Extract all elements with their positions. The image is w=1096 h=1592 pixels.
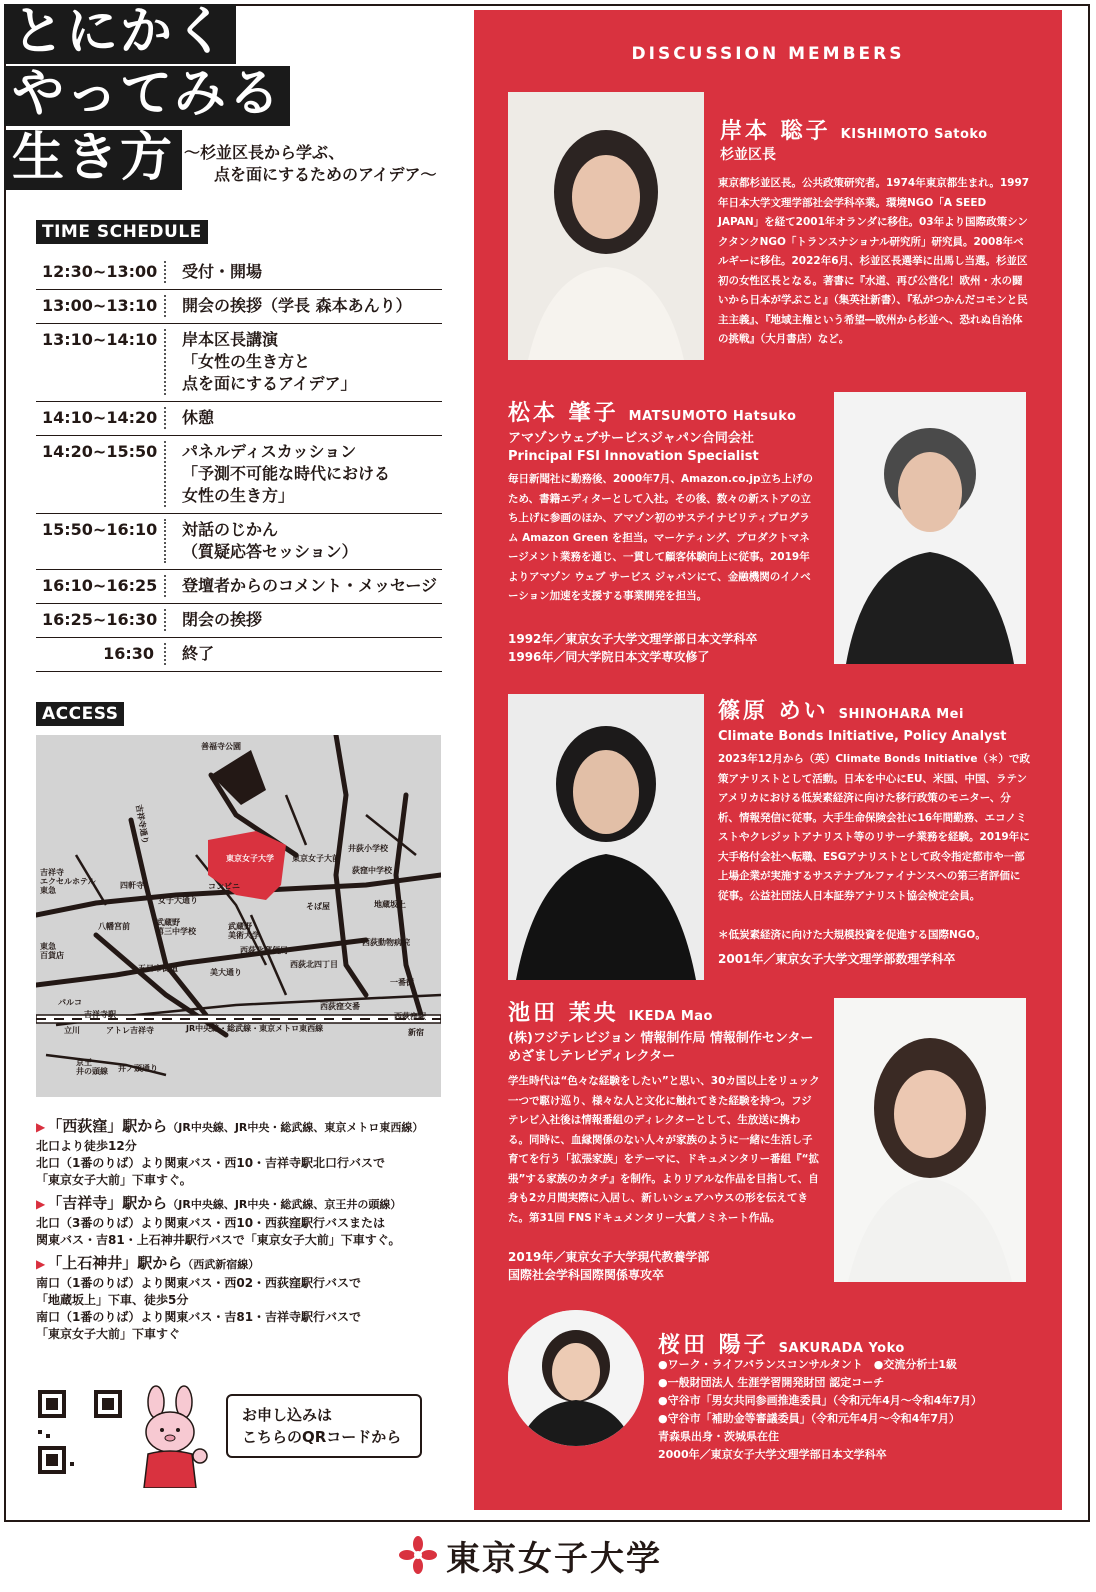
access-directions <box>36 1112 456 1343</box>
map-label-tokyu: 東急百貨店 <box>40 942 64 960</box>
route-station: 「吉祥寺」駅から <box>47 1194 168 1212</box>
schedule-row <box>36 570 442 604</box>
schedule-item: 登壇者からのコメント・メッセージ <box>182 576 438 595</box>
map-label-bibai: 美大通り <box>210 968 242 977</box>
map-label-combini: コンビニ <box>208 882 240 891</box>
schedule-row <box>36 256 442 290</box>
photo-shinohara <box>508 694 704 980</box>
route-station: 「西荻窪」駅から <box>47 1117 168 1135</box>
schedule-item: 終了 <box>182 644 215 663</box>
name-matsumoto <box>508 396 796 427</box>
university-emblem-icon <box>398 1535 438 1575</box>
edu-ikeda: 2019年／東京女子大学現代教養学部 国際社会学科国際関係専攻卒 <box>508 1250 710 1282</box>
schedule-divider <box>164 261 166 283</box>
schedule-row <box>36 290 442 324</box>
title-line-1: とにかく <box>4 4 236 64</box>
mascot-illustration <box>134 1384 222 1488</box>
map-label-nishiogi-sta: 西荻窪駅 <box>394 1012 426 1021</box>
map-label-kichijoji-sta: 吉祥寺駅 <box>84 1010 116 1019</box>
bio-shinohara: 2023年12月から（英）Climate Bonds Initiative（＊）で政策アナリストとして活動。日本を中心にEU、米国、中国、ラテンアメリカにおける低炭素経済に向けた移行政策のモニター、分析、情報発信に従事。大手生命保険会社に16年間勤務、エコノミストやクレジットアナリスト等のリサーチ業務を経験。2019年に大手格付会社へ転職、ESGアナリストとして政令指定都市や一部上場企業が実施するサステナブルファイナンスへの第三者評価に従事。公益社団法人日本証券アナリスト協会検定会員。 <box>718 753 1030 902</box>
subtitle-line-2: 点を面にするためのアイデア〜 <box>214 165 437 184</box>
route-detail: 南口（1番のりば）より関東バス・吉81・吉祥寺駅行バスで <box>36 1310 362 1324</box>
map-label-joshidai-dori: 女子大通り <box>158 896 198 905</box>
photo-sakurada <box>508 1310 644 1446</box>
map-label-nishiogi-police: 西荻窪交番 <box>320 1002 360 1011</box>
subtitle-line-1: 〜杉並区長から学ぶ、 <box>184 143 345 162</box>
panel-title: DISCUSSION MEMBERS <box>631 44 905 64</box>
time-schedule-label: TIME SCHEDULE <box>36 220 208 244</box>
schedule-time: 14:10~14:20 <box>42 408 158 427</box>
route-detail: 「東京女子大前」下車すぐ。 <box>36 1173 192 1187</box>
bio-matsumoto: 毎日新聞社に勤務後、2000年7月、Amazon.co.jp立ち上げのため、書籍エディターとして入社。その後、数々の新ストアの立ち上げに参画のほか、アマゾン初のサステイナビリティプログラム Amazon Green を担当。マーケティング、プロダクトマネージメント業務を通じ、一貫して顧客体験向上に従事。2019年よりアマゾン ウェブ サービス ジャパンにて、金融機関のイノベーション加速を支援する事業開発を担当。 <box>508 473 814 602</box>
name-en-shinohara: SHINOHARA Mei <box>838 707 964 722</box>
map-label-excel-hotel: 吉祥寺エクセルホテル東急 <box>40 868 96 895</box>
photo-matsumoto <box>834 392 1026 664</box>
profile-item: ●守谷市「男女共同参画推進委員」（令和元年4月〜令和4年7月） <box>658 1394 983 1407</box>
apply-text-2: こちらのQRコードから <box>242 1428 402 1446</box>
map-label-nishiogi-zoo: 西荻動物病院 <box>362 938 410 947</box>
map-label-jizozaka: 地蔵坂上 <box>374 900 406 909</box>
map-label-musashino-art: 武蔵野美術大学 <box>228 922 260 940</box>
schedule-item: 休憩 <box>182 408 215 427</box>
discussion-members-panel <box>474 10 1062 1510</box>
profile-item: 青森県出身・茨城県在住 <box>658 1430 779 1443</box>
route-heading <box>36 1116 456 1138</box>
schedule-item: 受付・開場 <box>182 262 263 281</box>
route-detail: 「東京女子大前」下車すぐ <box>36 1327 181 1341</box>
schedule-row <box>36 402 442 436</box>
schedule-row <box>36 638 442 672</box>
map-label-izu-school: 井荻小学校 <box>348 844 388 853</box>
name-jp-kishimoto: 岸本 聡子 <box>720 119 831 144</box>
map-label-nishiogi-kita-post: 西荻北郵便局 <box>240 946 288 955</box>
route-heading <box>36 1253 456 1275</box>
map-label-inokashira: 井ノ頭通り <box>118 1064 158 1073</box>
map-label-kichijoji-dori: 吉祥寺通り <box>134 803 150 845</box>
route-detail: 北口（3番のりば）より関東バス・西10・西荻窪駅行バスまたは <box>36 1216 386 1230</box>
qr-code[interactable] <box>38 1390 122 1474</box>
route-heading <box>36 1193 456 1215</box>
schedule-time: 16:25~16:30 <box>42 610 158 629</box>
map-label-ichiban: 一番街 <box>390 978 414 987</box>
schedule-divider <box>164 407 166 429</box>
name-en-kishimoto: KISHIMOTO Satoko <box>840 127 988 142</box>
profile-item: ●一般財団法人 生涯学習開発財団 認定コーチ <box>658 1376 885 1389</box>
name-en-sakurada: SAKURADA Yoko <box>778 1341 905 1356</box>
subtitle <box>184 142 437 186</box>
schedule-item: 岸本区長講演 「女性の生き方と 点を面にするアイデア」 <box>182 330 357 393</box>
profile-item: ●ワーク・ライフバランスコンサルタント ●交流分析士1級 <box>658 1358 957 1371</box>
map-label-parco: パルコ <box>58 998 82 1007</box>
schedule-time: 12:30~13:00 <box>42 262 158 281</box>
map-label-sobaya: そば屋 <box>306 902 330 911</box>
route-station: 「上石神井」駅から <box>47 1254 183 1272</box>
title-line-3: 生き方 <box>4 130 182 190</box>
schedule-divider <box>164 295 166 317</box>
map-label-univ-front: 東京女子大前 <box>292 854 340 863</box>
schedule-row <box>36 514 442 570</box>
name-en-matsumoto: MATSUMOTO Hatsuko <box>628 409 797 424</box>
schedule-time: 15:50~16:10 <box>42 520 158 539</box>
name-shinohara <box>718 694 964 725</box>
photo-kishimoto <box>508 92 704 360</box>
map-label-tachikawa: 立川 <box>64 1026 80 1035</box>
map-label-musashino3: 武蔵野第三中学校 <box>156 918 196 936</box>
route-lines: （JR中央線、JR中央・総武線、東京メトロ東西線） <box>167 1121 424 1134</box>
name-jp-matsumoto: 松本 肇子 <box>508 401 619 426</box>
schedule-item: 開会の挨拶（学長 森本あんり） <box>182 296 412 315</box>
schedule-time: 16:10~16:25 <box>42 576 158 595</box>
photo-ikeda <box>834 998 1026 1282</box>
triangle-icon: ▶ <box>36 1257 46 1271</box>
map-graphic <box>36 735 441 1097</box>
triangle-icon: ▶ <box>36 1197 46 1211</box>
map-label-inokashira-line: 京王井の頭線 <box>76 1058 108 1076</box>
name-ikeda <box>508 996 713 1027</box>
title-line-2: やってみる <box>4 66 290 126</box>
access-label: ACCESS <box>36 702 124 726</box>
schedule-row <box>36 324 442 402</box>
schedule-item: 閉会の挨拶 <box>182 610 263 629</box>
profile-item: 2000年／東京女子大学文理学部日本文学科卒 <box>658 1448 887 1461</box>
access-map <box>36 735 441 1097</box>
name-sakurada <box>658 1328 905 1359</box>
schedule-divider <box>164 329 166 395</box>
list-sakurada <box>658 1356 1048 1464</box>
role-shinohara: Climate Bonds Initiative, Policy Analyst <box>718 729 1007 744</box>
edu-matsumoto: 1992年／東京女子大学文理学部日本文学科卒 1996年／同大学院日本文学専攻修了 <box>508 632 758 664</box>
name-jp-ikeda: 池田 茉央 <box>508 1001 619 1026</box>
name-jp-shinohara: 篠原 めい <box>718 699 829 724</box>
edu-shinohara: 2001年／東京女子大学文理学部数理学科卒 <box>718 952 956 966</box>
map-label-shinjuku: 新宿 <box>408 1028 424 1037</box>
schedule-divider <box>164 441 166 507</box>
route-lines: （JR中央線、JR中央・総武線、京王井の頭線） <box>167 1198 402 1211</box>
schedule-row <box>36 604 442 638</box>
schedule-item: パネルディスカッション 「予測不可能な時代における 女性の生き方」 <box>182 442 391 505</box>
map-label-yawata: 八幡宮前 <box>98 922 130 931</box>
university-logo <box>398 1530 662 1580</box>
schedule-time: 14:20~15:50 <box>42 442 158 461</box>
schedule-divider <box>164 643 166 665</box>
schedule-table <box>36 256 442 672</box>
route-detail: 北口（1番のりば）より関東バス・西10・吉祥寺駅北口行バスで <box>36 1156 386 1170</box>
map-label-university: 東京女子大学 <box>226 854 274 863</box>
university-name: 東京女子大学 <box>446 1538 662 1579</box>
schedule-time: 13:10~14:10 <box>42 330 158 349</box>
route-lines: （西武新宿線） <box>182 1258 260 1271</box>
route-detail: 北口より徒歩12分 <box>36 1139 137 1153</box>
schedule-row <box>36 436 442 514</box>
schedule-divider <box>164 519 166 563</box>
map-label-atre: アトレ吉祥寺 <box>106 1026 154 1035</box>
map-label-ogikubo-jhs: 荻窪中学校 <box>352 866 392 875</box>
qr-code-graphic <box>38 1390 122 1474</box>
bio-ikeda: 学生時代は“色々な経験をしたい”と思い、30カ国以上をリュック一つで駆け巡り、様々な人と文化に触れてきた経験を持つ。フジテレビ入社後は情報番組のディレクターとして、生放送に携わる。同時に、血縁関係のない人々が家族のように一緒に生活し子育てを行う「拡張家族」をテーマに、ドキュメンタリー番組『“拡張”する家族のカタチ』を制作。よりリアルな作品を目指して、自身も2カ月間実際に入居し、新しいシェアハウスの形を伝えてきた。第31回 FNSドキュメンタリー大賞ノミネート作品。 <box>508 1075 820 1224</box>
note-shinohara: ＊低炭素経済に向けた大規模投資を促進する国際NGO。 <box>718 929 986 941</box>
name-en-ikeda: IKEDA Mao <box>628 1009 713 1024</box>
name-jp-sakurada: 桜田 陽子 <box>658 1333 769 1358</box>
role-ikeda: (株)フジテレビジョン 情報制作局 情報制作センター めざましテレビディレクター <box>508 1031 814 1064</box>
schedule-divider <box>164 609 166 631</box>
profile-item: ●守谷市「補助金等審議委員」（令和元年4月〜令和4年7月） <box>658 1412 961 1425</box>
schedule-item: 対話のじかん （質疑応答セッション） <box>182 520 358 561</box>
bio-kishimoto: 東京都杉並区長。公共政策研究者。1974年東京都生まれ。1997年日本大学文理学部社会学科卒業。環境NGO「A SEED JAPAN」を経て2001年オランダに移住。03年より国際政策シンクタンクNGO「トランスナショナル研究所」研究員。2008年ベルギーに移住。2022年6月、杉並区長選挙に出馬し当選。杉並区初の女性区長となる。著書に『水道、再び公営化！欧州・水の闘いから日本が学ぶこと』（集英社新書）、『私がつかんだコモンと民主主義』、『地域主権という希望―欧州から杉並へ、恐れぬ自治体の挑戦』（大月書店）など。 <box>718 177 1030 345</box>
triangle-icon: ▶ <box>36 1120 46 1134</box>
route-detail: 「地蔵坂上」下車、徒歩5分 <box>36 1293 189 1307</box>
role-matsumoto: アマゾンウェブサービスジャパン合同会社 Principal FSI Innovation Specialist <box>508 431 759 464</box>
name-kishimoto <box>720 114 988 145</box>
route-detail: 南口（1番のりば）より関東バス・西02・西荻窪駅行バスで <box>36 1276 362 1290</box>
schedule-time: 16:30 <box>103 644 154 663</box>
map-label-park: 善福寺公園 <box>201 742 241 751</box>
map-label-nishiogikita: 西荻北四丁目 <box>290 960 338 969</box>
route-detail: 関東バス・吉81・上石神井駅行バスで「東京女子大前」下車すぐ。 <box>36 1233 401 1247</box>
schedule-time: 13:00~13:10 <box>42 296 158 315</box>
map-label-itsukaichi: 五日市街道 <box>138 964 178 973</box>
apply-text-1: お申し込みは <box>242 1406 333 1424</box>
apply-speech-bubble <box>226 1394 422 1458</box>
map-label-nishikenji: 四軒寺 <box>120 881 144 890</box>
map-label-jr-line: JR中央線・総武線・東京メトロ東西線 <box>186 1024 324 1033</box>
role-kishimoto: 杉並区長 <box>720 147 776 163</box>
schedule-divider <box>164 575 166 597</box>
